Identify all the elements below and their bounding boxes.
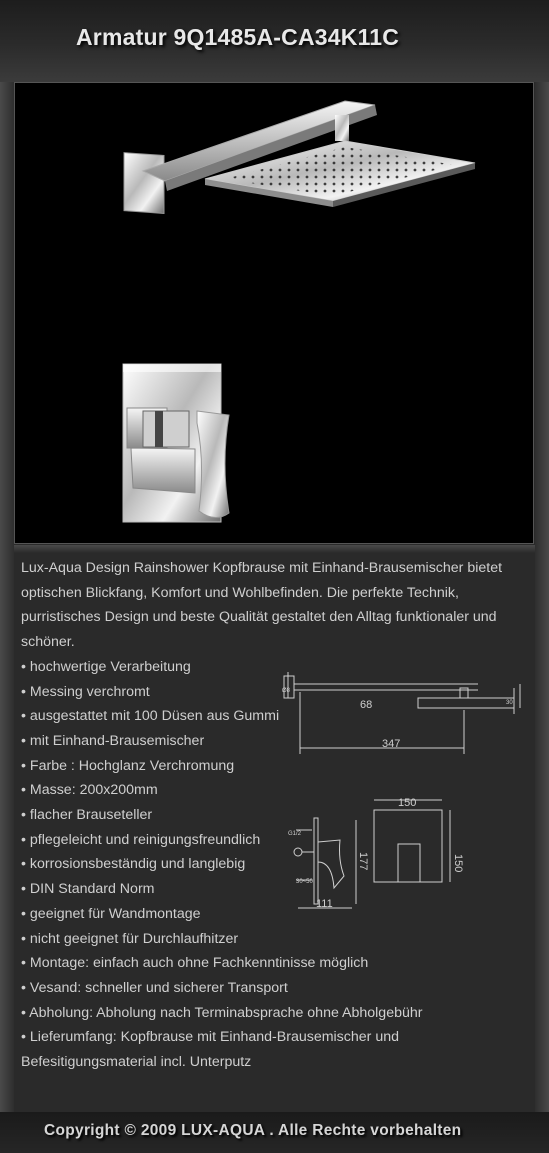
section-separator — [14, 545, 535, 553]
dim-small-label: G1/2 — [288, 831, 302, 837]
left-frame — [0, 82, 14, 1112]
shower-wall-flange — [124, 153, 164, 214]
feature-item: • nicht geeignet für Durchlaufhitzer — [21, 930, 239, 947]
feature-item: • Lieferumfang: Kopfbrause mit Einhand-Brausemischer und Befesitigungsmaterial incl. Unterputz — [21, 1029, 399, 1071]
feature-item: • Farbe : Hochglanz Verchromung — [21, 757, 235, 774]
dim-height-label: 177 — [357, 852, 369, 871]
intro-text: Lux-Aqua Design Rainshower Kopfbrause mit Einhand-Brausemischer bietet optischen Blickfang, Komfort und Wohlbefinden. Die perfekte Technik, purristisches Design und beste Qualität gestaltet den Alltag funktionaler und schöner. — [21, 560, 503, 651]
feature-item: • mit Einhand-Brausemischer — [21, 732, 205, 749]
feature-item: • Abholung: Abholung nach Terminabsprache ohne Abholgebühr — [21, 1004, 423, 1021]
feature-item: • hochwertige Verarbeitung — [21, 658, 191, 675]
dim-small-label: 30~50 — [296, 879, 313, 885]
product-illustration — [15, 83, 535, 545]
page-header — [0, 0, 549, 82]
feature-item: • Montage: einfach auch ohne Fachkenntinisse möglich — [21, 955, 369, 972]
product-photo — [14, 82, 534, 544]
feature-item: • geeignet für Wandmontage — [21, 905, 201, 922]
feature-item: • pflegeleicht und reinigungsfreundlich — [21, 831, 261, 848]
mixer-dimension-drawing — [282, 790, 462, 914]
shower-dimension-drawing — [278, 668, 530, 760]
dim-plate-height-label: 150 — [452, 854, 464, 873]
copyright-text: Copyright © 2009 LUX-AQUA . Alle Rechte vorbehalten — [44, 1122, 462, 1139]
dim-plate-width-label: 150 — [398, 797, 417, 809]
dim-depth-label: 111 — [316, 898, 333, 910]
feature-item: • Vesand: schneller und sicherer Transport — [21, 979, 288, 996]
dim-small-label: 30 — [506, 700, 513, 706]
page-footer — [0, 1112, 549, 1153]
feature-item: • korrosionsbeständig und langlebig — [21, 856, 246, 873]
dim-arm-label: 68 — [360, 699, 373, 711]
right-frame — [535, 82, 549, 1112]
page-title: Armatur 9Q1485A-CA34K11C — [76, 24, 400, 50]
feature-item: • flacher Brauseteller — [21, 807, 153, 824]
dim-width-label: 347 — [382, 738, 401, 750]
feature-item: • Masse: 200x200mm — [21, 782, 158, 799]
feature-item: • DIN Standard Norm — [21, 881, 155, 898]
dim-small-label: Ø8 — [282, 688, 291, 694]
feature-item: • ausgestattet mit 100 Düsen aus Gummi — [21, 708, 280, 725]
feature-item: • Messing verchromt — [21, 683, 150, 700]
